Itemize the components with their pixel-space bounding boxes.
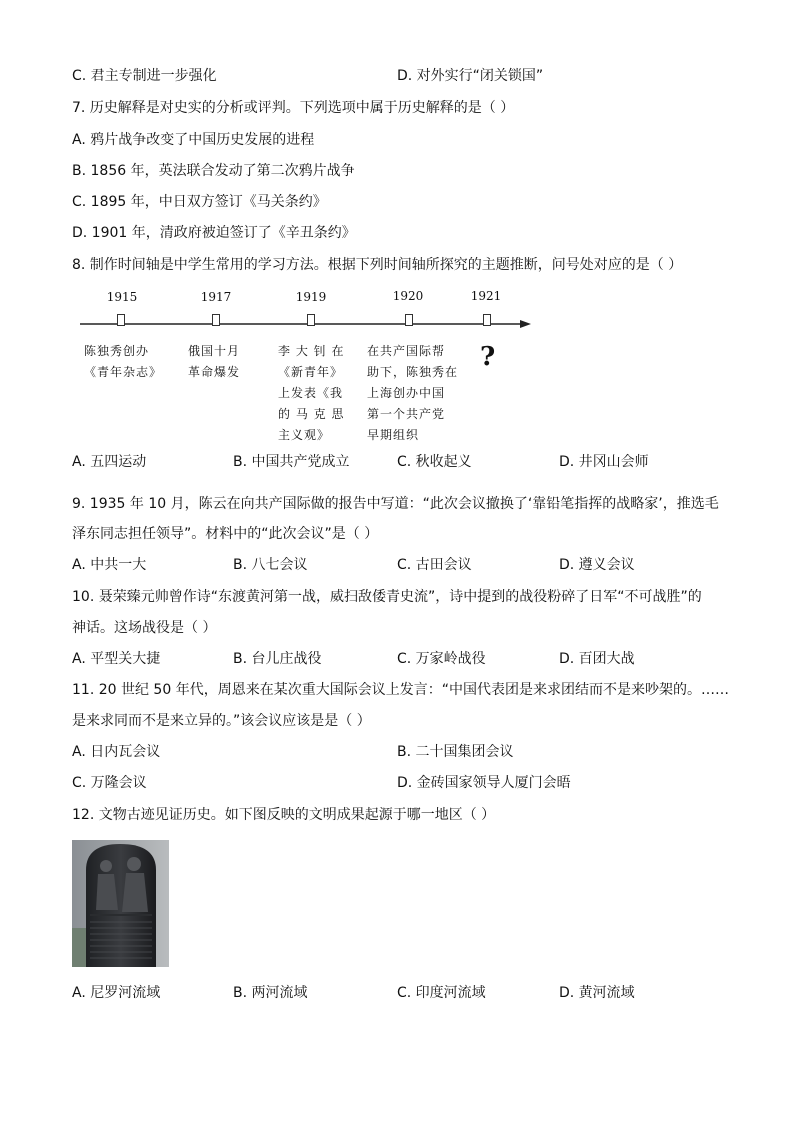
q7-option-c: C. 1895 年，中日双方签订《马关条约》: [72, 194, 327, 210]
q7-stem: 7. 历史解释是对史实的分析或评判。下列选项中属于历史解释的是（ ）: [72, 100, 515, 116]
q11-option-a: A. 日内瓦会议: [72, 744, 161, 760]
timeline-year-1917: 1917: [200, 290, 232, 304]
q9-stem-line2: 泽东同志担任领导”。材料中的“此次会议”是（ ）: [72, 526, 379, 542]
q10-option-b: B. 台儿庄战役: [233, 651, 322, 667]
q7-option-a: A. 鸦片战争改变了中国历史发展的进程: [72, 132, 315, 148]
q8-option-c: C. 秋收起义: [397, 454, 472, 470]
timeline-event-1919: 李 大 钊 在 《新青年》 上发表《我 的 马 克 思 主义观》: [278, 344, 345, 442]
timeline-year-1920: 1920: [392, 289, 424, 303]
q10-option-d: D. 百团大战: [559, 651, 635, 667]
timeline-marker-1921: [483, 314, 491, 326]
timeline-event-1920: 在共产国际帮 助下，陈独秀在 上海创办中国 第一个共产党 早期组织: [367, 344, 459, 442]
q12-option-b: B. 两河流域: [233, 985, 308, 1001]
q8-option-d: D. 井冈山会师: [559, 454, 649, 470]
q7-option-b: B. 1856 年，英法联合发动了第二次鸦片战争: [72, 163, 355, 179]
q9-option-b: B. 八七会议: [233, 557, 308, 573]
timeline-question-mark: ?: [480, 342, 496, 372]
q6-option-d: D. 对外实行“闭关锁国”: [397, 68, 544, 84]
q11-option-c: C. 万隆会议: [72, 775, 147, 791]
q12-option-a: A. 尼罗河流域: [72, 985, 161, 1001]
hammurabi-stele-photo: [72, 840, 169, 967]
q12-option-c: C. 印度河流域: [397, 985, 486, 1001]
q7-option-d: D. 1901 年，清政府被迫签订了《辛丑条约》: [72, 225, 356, 241]
timeline-marker-1920: [405, 314, 413, 326]
q10-option-c: C. 万家岭战役: [397, 651, 486, 667]
q11-stem-line2: 是来求同而不是来立异的。”该会议应该是是（ ）: [72, 713, 371, 729]
q10-stem-line1: 10. 聂荣臻元帅曾作诗“东渡黄河第一战，威扫敌倭青史流”，诗中提到的战役粉碎了日军“不可战胜”的: [72, 589, 702, 605]
timeline-event-1917: 俄国十月 革命爆发: [188, 344, 241, 379]
timeline-marker-1917: [212, 314, 220, 326]
q9-option-d: D. 遵义会议: [559, 557, 635, 573]
timeline-year-1919: 1919: [295, 290, 327, 304]
timeline-event-1915: 陈独秀创办 《青年杂志》: [84, 344, 163, 379]
q8-option-b: B. 中国共产党成立: [233, 454, 350, 470]
timeline-marker-1919: [307, 314, 315, 326]
timeline-marker-1915: [117, 314, 125, 326]
q11-stem-line1: 11. 20 世纪 50 年代，周恩来在某次重大国际会议上发言：“中国代表团是来求团结而不是来吵架的。……: [72, 682, 729, 698]
q8-stem: 8. 制作时间轴是中学生常用的学习方法。根据下列时间轴所探究的主题推断，问号处对应的是（ ）: [72, 257, 683, 273]
q12-option-d: D. 黄河流域: [559, 985, 635, 1001]
q11-option-b: B. 二十国集团会议: [397, 744, 514, 760]
q9-option-a: A. 中共一大: [72, 557, 147, 573]
q6-option-c: C. 君主专制进一步强化: [72, 68, 217, 84]
timeline-year-1921: 1921: [470, 289, 502, 303]
q8-option-a: A. 五四运动: [72, 454, 147, 470]
q10-option-a: A. 平型关大捷: [72, 651, 161, 667]
q9-option-c: C. 古田会议: [397, 557, 472, 573]
q12-stem: 12. 文物古迹见证历史。如下图反映的文明成果起源于哪一地区（ ）: [72, 807, 496, 823]
timeline-year-1915: 1915: [106, 290, 138, 304]
q9-stem-line1: 9. 1935 年 10 月，陈云在向共产国际做的报告中写道：“此次会议撤换了‘靠铅笔指挥的战略家’，推选毛: [72, 496, 719, 512]
q10-stem-line2: 神话。这场战役是（ ）: [72, 620, 217, 636]
q11-option-d: D. 金砖国家领导人厦门会晤: [397, 775, 571, 791]
